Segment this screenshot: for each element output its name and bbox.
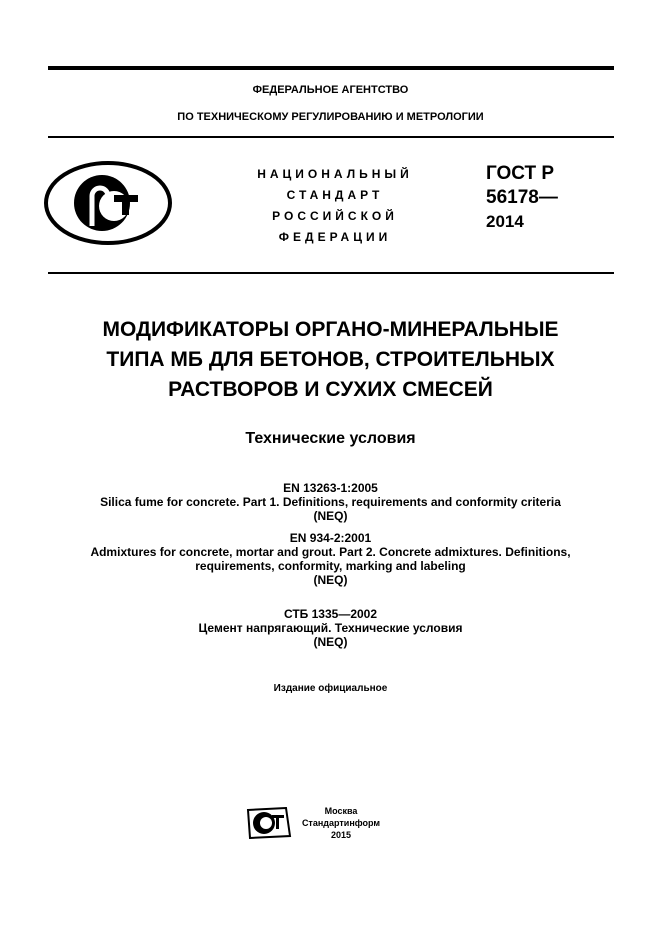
edition-label: Издание официальное (273, 683, 388, 694)
ref-code: СТБ 1335—2002 (283, 607, 378, 621)
ref-code: EN 934-2:2001 (289, 531, 372, 545)
national-standard-label (230, 164, 440, 248)
agency-line-2: ПО ТЕХНИЧЕСКОМУ РЕГУЛИРОВАНИЮ И МЕТРОЛОГИИ (177, 111, 484, 123)
ref-text: Цемент напрягающий. Технические условия (198, 621, 463, 635)
subtitle: Технические условия (245, 430, 416, 447)
national-line: НАЦИОНАЛЬНЫЙ (257, 167, 413, 181)
national-line: ФЕДЕРАЦИИ (278, 230, 392, 244)
ref-code: EN 13263-1:2005 (283, 481, 378, 495)
ref-tag: (NEQ) (313, 635, 348, 649)
ref-tag: (NEQ) (313, 573, 348, 587)
national-line: СТАНДАРТ (286, 188, 384, 202)
ref-tag: (NEQ) (313, 509, 348, 523)
gost-line: 56178— (486, 187, 558, 208)
gost-line: 2014 (486, 212, 524, 231)
national-line: РОССИЙСКОЙ (272, 209, 398, 223)
standartinform-logo-icon (246, 807, 292, 839)
gost-line: ГОСТ Р (486, 163, 555, 184)
document-title (0, 315, 661, 405)
agency-line-1: ФЕДЕРАЛЬНОЕ АГЕНТСТВО (252, 84, 409, 96)
reference-2 (0, 531, 661, 587)
publisher-name: Стандартинформ (301, 818, 381, 828)
publisher-city: Москва (324, 806, 358, 816)
title-line: МОДИФИКАТОРЫ ОРГАНО-МИНЕРАЛЬНЫЕ (102, 318, 559, 341)
reference-1 (0, 481, 661, 523)
rule (48, 136, 614, 138)
publisher-year: 2015 (330, 830, 352, 840)
gost-number (486, 162, 558, 234)
publisher (296, 805, 386, 841)
title-line: РАСТВОРОВ И СУХИХ СМЕСЕЙ (168, 378, 493, 401)
rule (48, 272, 614, 274)
top-rule (48, 66, 614, 70)
ref-text: Silica fume for concrete. Part 1. Definitions, requirements and conformity criteria (100, 495, 561, 509)
ref-text: Admixtures for concrete, mortar and grout. Part 2. Concrete admixtures. Definitions, (90, 545, 571, 559)
gost-logo-icon (42, 158, 174, 248)
ref-text: requirements, conformity, marking and labeling (195, 559, 466, 573)
title-line: ТИПА МБ ДЛЯ БЕТОНОВ, СТРОИТЕЛЬНЫХ (106, 348, 555, 371)
reference-3 (0, 607, 661, 649)
